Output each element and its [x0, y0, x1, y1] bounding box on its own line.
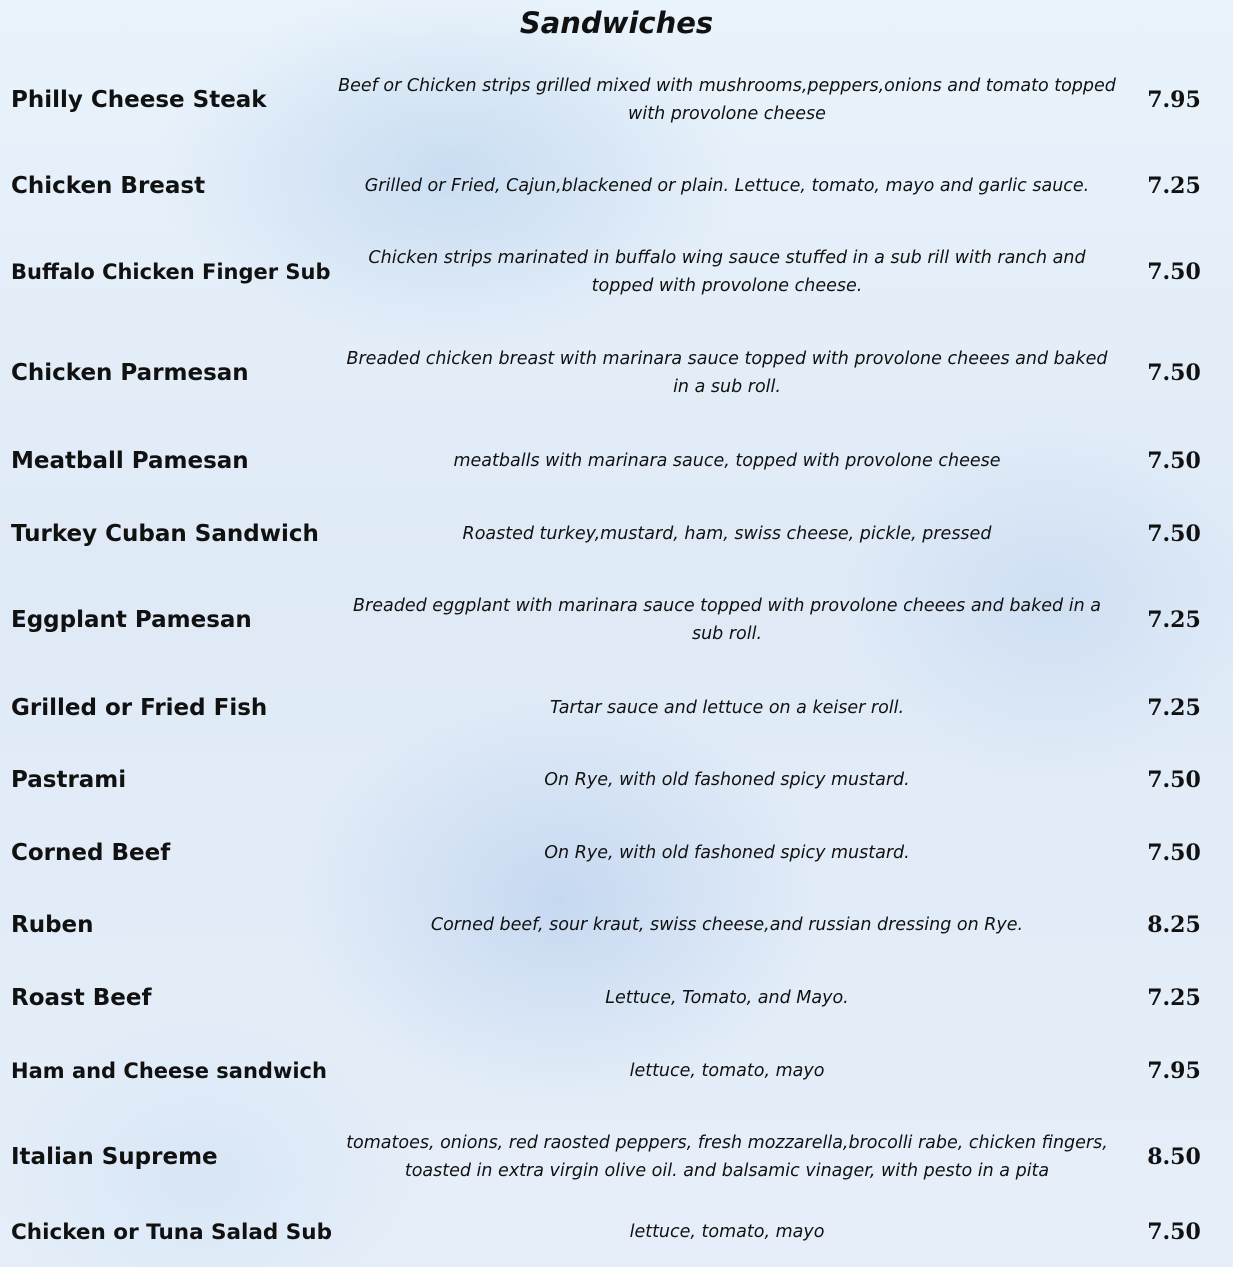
item-name: Ruben: [11, 912, 94, 938]
item-name: Chicken Parmesan: [11, 360, 249, 386]
item-description: Corned beef, sour kraut, swiss cheese,and russian dressing on Rye.: [430, 915, 1024, 935]
menu-item: [0, 151, 1233, 221]
item-price: 7.25: [1147, 985, 1201, 1011]
item-description: tomatoes, onions, red raosted peppers, fresh mozzarella,brocolli rabe, chicken fingers, toasted in extra virgin olive oil. and balsamic vinager, with pesto in a pita: [346, 1133, 1108, 1181]
item-description: Tartar sauce and lettuce on a keiser roll.: [549, 698, 905, 718]
menu-item: [0, 426, 1233, 496]
menu-title: Sandwiches: [519, 6, 714, 40]
item-description: Chicken strips marinated in buffalo wing sauce stuffed in a sub rill with ranch and topped with provolone cheese.: [368, 248, 1086, 296]
item-name: Grilled or Fried Fish: [11, 695, 268, 721]
item-price: 7.50: [1147, 521, 1201, 547]
menu-item: [0, 1036, 1233, 1106]
menu-item: [0, 237, 1233, 307]
menu-item: [0, 499, 1233, 569]
item-description: Grilled or Fried, Cajun,blackened or plain. Lettuce, tomato, mayo and garlic sauce.: [364, 176, 1090, 196]
item-description: Lettuce, Tomato, and Mayo.: [605, 988, 849, 1008]
item-description: lettuce, tomato, mayo: [629, 1061, 825, 1081]
item-name: Buffalo Chicken Finger Sub: [11, 260, 331, 284]
menu-item: [0, 818, 1233, 888]
item-price: 7.25: [1147, 607, 1201, 633]
item-price: 7.50: [1147, 840, 1201, 866]
item-name: Turkey Cuban Sandwich: [11, 521, 319, 547]
item-price: 7.25: [1147, 173, 1201, 199]
item-description: On Rye, with old fashoned spicy mustard.: [544, 843, 910, 863]
menu-item: [0, 585, 1233, 655]
menu-item: [0, 338, 1233, 408]
item-name: Pastrami: [11, 767, 127, 793]
item-name: Chicken Breast: [11, 173, 206, 199]
item-price: 7.95: [1147, 87, 1201, 113]
item-price: 7.95: [1147, 1058, 1201, 1084]
menu-item: [0, 65, 1233, 135]
item-name: Italian Supreme: [11, 1144, 218, 1170]
item-name: Eggplant Pamesan: [11, 607, 252, 633]
item-description: meatballs with marinara sauce, topped with provolone cheese: [453, 451, 1001, 471]
item-price: 7.50: [1147, 259, 1201, 285]
item-description: Breaded eggplant with marinara sauce topped with provolone cheees and baked in a sub roll.: [353, 596, 1101, 644]
item-name: Meatball Pamesan: [11, 448, 249, 474]
menu-item: [0, 673, 1233, 743]
item-description: lettuce, tomato, mayo: [629, 1222, 825, 1242]
item-description: Breaded chicken breast with marinara sauce topped with provolone cheees and baked in a sub roll.: [346, 349, 1108, 397]
menu-item: [0, 963, 1233, 1033]
item-name: Corned Beef: [11, 840, 171, 866]
item-name: Chicken or Tuna Salad Sub: [11, 1219, 332, 1245]
item-price: 8.25: [1147, 912, 1201, 938]
item-price: 7.25: [1147, 695, 1201, 721]
item-price: 7.50: [1147, 360, 1201, 386]
menu-item: [0, 745, 1233, 815]
item-price: 7.50: [1147, 448, 1201, 474]
item-description: Beef or Chicken strips grilled mixed with mushrooms,peppers,onions and tomato topped with provolone cheese: [338, 76, 1116, 124]
item-price: 7.50: [1147, 767, 1201, 793]
item-name: Roast Beef: [11, 985, 152, 1011]
item-price: 8.50: [1147, 1144, 1201, 1170]
menu-item: [0, 1197, 1233, 1267]
menu-item: [0, 1122, 1233, 1192]
item-description: On Rye, with old fashoned spicy mustard.: [544, 770, 910, 790]
item-description: Roasted turkey,mustard, ham, swiss cheese, pickle, pressed: [462, 524, 992, 544]
item-name: Ham and Cheese sandwich: [11, 1059, 327, 1083]
item-name: Philly Cheese Steak: [11, 87, 267, 113]
item-price: 7.50: [1147, 1219, 1201, 1245]
menu-item: [0, 890, 1233, 960]
